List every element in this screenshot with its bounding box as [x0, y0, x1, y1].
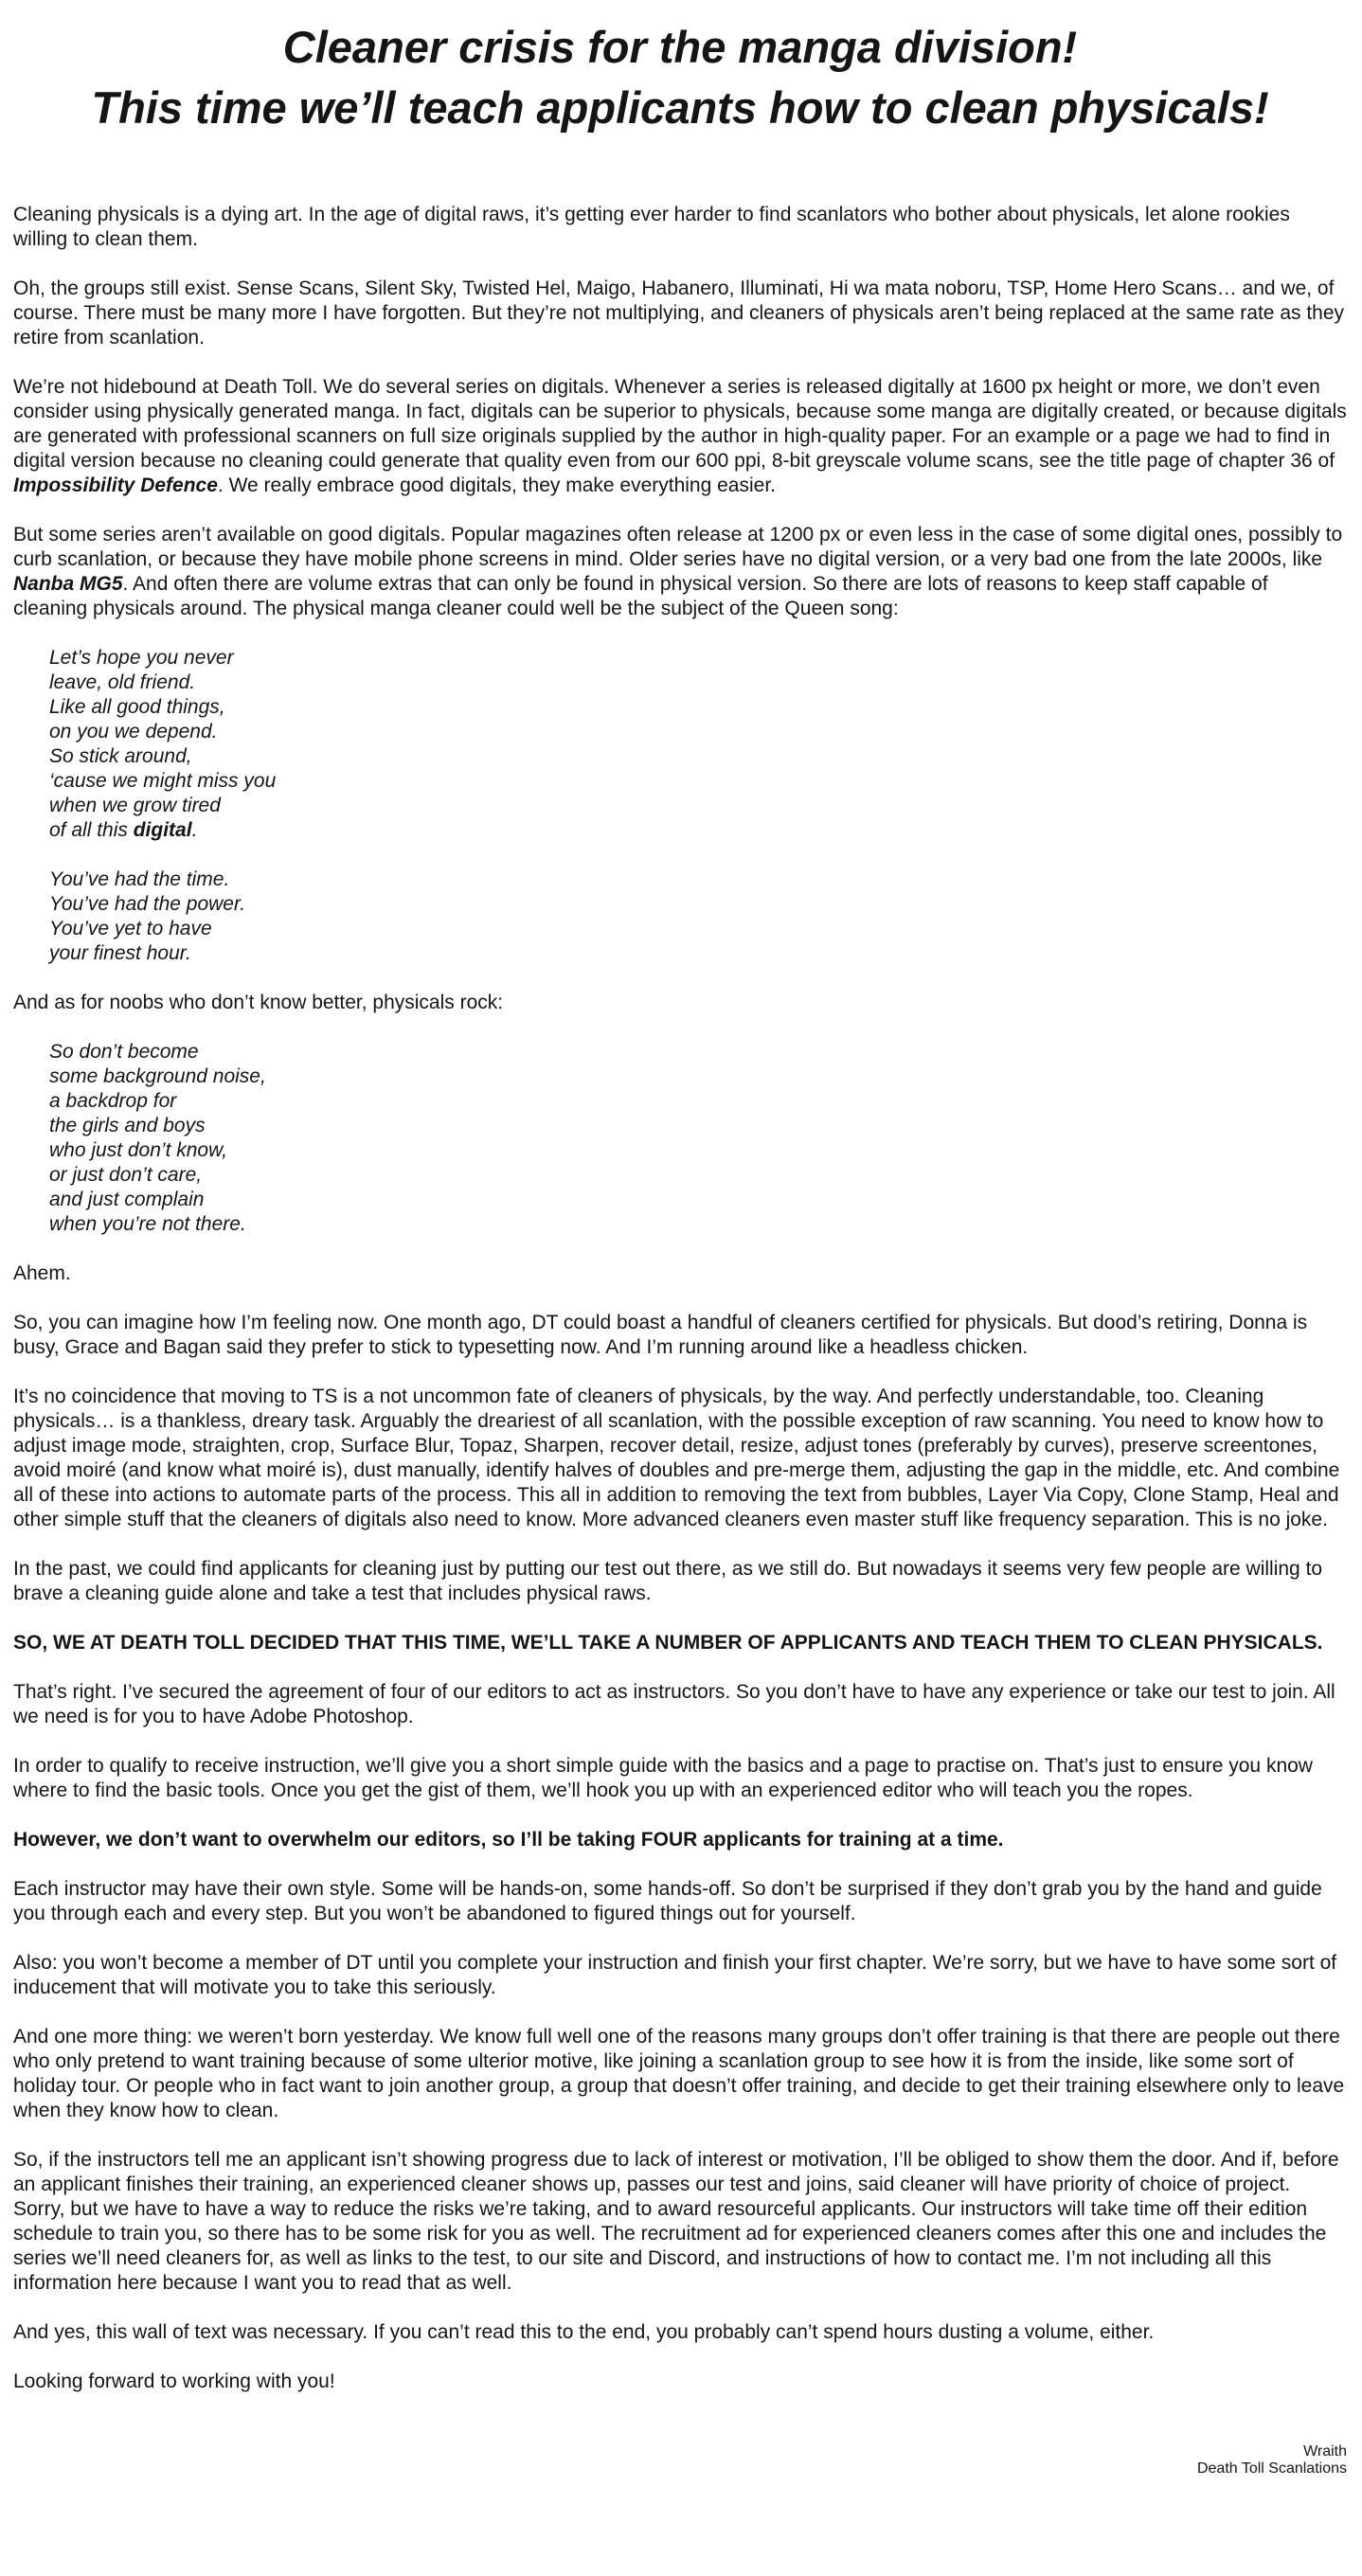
poem-line — [49, 1064, 1347, 1089]
text-segment: or just don’t care, — [49, 1164, 203, 1186]
text-segment: . We really embrace good digitals, they make everything easier. — [217, 474, 776, 496]
poem-line — [49, 1138, 1347, 1163]
paragraph — [13, 277, 1347, 350]
text-segment: And one more thing: we weren’t born yesterday. We know full well one of the reasons many groups don’t offer training is that there are people out there who only pretend to want training because of some ulterior motive, like joining a scanlation group to see how it is from the inside, like some sort of holiday tour. Or people who in fact want to join another group, a group that doesn’t offer training, and decide to get their training elsewhere only to leave when they know how to clean. — [13, 2026, 1345, 2121]
signature-block — [13, 2443, 1347, 2478]
page-title — [13, 17, 1347, 138]
paragraph — [13, 1877, 1347, 1926]
text-segment: Like all good things, — [49, 696, 225, 718]
poem-stanza — [13, 646, 1347, 843]
paragraph — [13, 1311, 1347, 1360]
paragraph — [13, 2025, 1347, 2123]
text-segment: You’ve had the time. — [49, 868, 230, 890]
paragraph — [13, 1754, 1347, 1803]
title-line-2: This time we’ll teach applicants how to clean physicals! — [91, 82, 1269, 133]
poem-line — [49, 646, 1347, 671]
text-segment: SO, WE AT DEATH TOLL DECIDED THAT THIS TIME, WE’LL TAKE A NUMBER OF APPLICANTS AND TEACH THEM TO CLEAN PHYSICALS. — [13, 1632, 1323, 1654]
poem-line — [49, 1163, 1347, 1188]
text-segment: Looking forward to working with you! — [13, 2370, 335, 2392]
text-segment: And yes, this wall of text was necessary. If you can’t read this to the end, you probably can’t spend hours dusting a volume, either. — [13, 2321, 1155, 2343]
text-segment: So, you can imagine how I’m feeling now. One month ago, DT could boast a handful of cleaners certified for physicals. But dood’s retiring, Donna is busy, Grace and Bagan said they prefer to stick to typesetting now. And I’m running around like a headless chicken. — [13, 1312, 1308, 1358]
paragraph — [13, 203, 1347, 252]
poem-line — [49, 769, 1347, 794]
text-segment: leave, old friend. — [49, 671, 196, 693]
poem-line — [49, 892, 1347, 917]
text-segment: some background noise, — [49, 1065, 266, 1087]
poem-line — [49, 1212, 1347, 1237]
text-segment: You’ve had the power. — [49, 893, 246, 915]
text-segment: Impossibility Defence — [13, 474, 218, 496]
paragraph — [13, 375, 1347, 498]
poem-line — [49, 868, 1347, 892]
poem-line — [49, 1188, 1347, 1212]
poem-line — [49, 941, 1347, 966]
paragraph — [13, 2320, 1347, 2345]
text-segment: digital — [133, 819, 192, 841]
text-segment: We’re not hidebound at Death Toll. We do several series on digitals. Whenever a series is released digitally at 1600 px height or more, we don’t even consider using physically generated manga. In fact, digitals can be superior to physicals, because some manga are digitally created, or because digitals are generated with professional scanners on full size originals supplied by the author in high-quality paper. For an example or a page we had to find in digital version because no cleaning could generate that quality even from our 600 ppi, 8-bit greyscale volume scans, see the title page of chapter 36 of — [13, 376, 1347, 472]
bold-paragraph — [13, 1828, 1347, 1852]
text-segment: the girls and boys — [49, 1115, 206, 1136]
paragraph — [13, 1261, 1347, 1286]
text-segment: . And often there are volume extras that can only be found in physical version. So there are lots of reasons to keep staff capable of cleaning physicals around. The physical manga cleaner could well be the subject of the Queen song: — [13, 573, 1268, 619]
text-segment: And as for noobs who don’t know better, physicals rock: — [13, 992, 504, 1013]
title-line-1: Cleaner crisis for the manga division! — [282, 22, 1078, 72]
poem-line — [49, 744, 1347, 769]
paragraph — [13, 1557, 1347, 1606]
text-segment: Each instructor may have their own style. Some will be hands-on, some hands-off. So don’t be surprised if they don’t grab you by the hand and guide you through each and every step. But you won’t be abandoned to figured things out for yourself. — [13, 1878, 1322, 1924]
text-segment: You’ve yet to have — [49, 918, 212, 939]
text-segment: . — [191, 819, 198, 841]
text-segment: Also: you won’t become a member of DT until you complete your instruction and finish your first chapter. We’re sorry, but we have to have some sort of inducement that will motivate you to take this seriously. — [13, 1952, 1337, 1998]
text-segment: your finest hour. — [49, 942, 191, 964]
paragraph — [13, 991, 1347, 1015]
paragraph — [13, 1385, 1347, 1532]
paragraph — [13, 2148, 1347, 2296]
poem-line — [49, 720, 1347, 744]
poem-stanza — [13, 1040, 1347, 1237]
bold-paragraph — [13, 1631, 1347, 1655]
text-segment: on you we depend. — [49, 721, 218, 742]
poem-line — [49, 818, 1347, 843]
paragraph — [13, 1951, 1347, 2000]
poem-line — [49, 671, 1347, 695]
poem-line — [49, 1114, 1347, 1138]
text-segment: Nanba MG5 — [13, 573, 123, 595]
text-segment: Cleaning physicals is a dying art. In the age of digital raws, it’s getting ever harder to find scanlators who bother about physicals, let alone rookies willing to clean them. — [13, 204, 1290, 250]
paragraph — [13, 2370, 1347, 2394]
poem-line — [49, 1040, 1347, 1064]
signature-group: Death Toll Scanlations — [1196, 2460, 1347, 2477]
text-segment: of all this — [49, 819, 134, 841]
text-segment: who just don’t know, — [49, 1139, 227, 1161]
text-segment: when you’re not there. — [49, 1213, 246, 1235]
text-segment: That’s right. I’ve secured the agreement of four of our editors to act as instructors. So you don’t have to have any experience or take our test to join. All we need is for you to have Adobe Photoshop. — [13, 1681, 1335, 1727]
text-segment: It’s no coincidence that moving to TS is a not uncommon fate of cleaners of physicals, by the way. And perfectly understandable, too. Cleaning physicals… is a thankless, dreary task. Arguably the dreariest of all scanlation, with the possible exception of raw scanning. You need to know how to adjust image mode, straighten, crop, Surface Blur, Topaz, Sharpen, recover detail, resize, adjust tones (preferably by curves), preserve screentones, avoid moiré (and know what moiré is), dust manually, identify halves of doubles and pre-merge them, adjusting the gap in the middle, etc. And combine all of these into actions to automate parts of the process. This all in addition to removing the text from bubbles, Layer Via Copy, Clone Stamp, Heal and other simple stuff that the cleaners of digitals also need to know. More advanced cleaners even master stuff like frequency separation. This is no joke. — [13, 1386, 1340, 1530]
text-segment: In the past, we could find applicants for cleaning just by putting our test out there, as we still do. But nowadays it seems very few people are willing to brave a cleaning guide alone and take a test that includes physical raws. — [13, 1558, 1323, 1604]
text-segment: In order to qualify to receive instruction, we’ll give you a short simple guide with the basics and a page to practise on. That’s just to ensure you know where to find the basic tools. Once you get the gist of them, we’ll hook you up with an experienced editor who will teach you the ropes. — [13, 1755, 1313, 1801]
paragraph — [13, 1680, 1347, 1729]
poem-line — [49, 1089, 1347, 1114]
poem-line — [49, 695, 1347, 720]
text-segment: So stick around, — [49, 745, 192, 767]
text-segment: However, we don’t want to overwhelm our editors, so I’ll be taking FOUR applicants for training at a time. — [13, 1829, 1004, 1851]
text-segment: Ahem. — [13, 1262, 71, 1284]
text-segment: a backdrop for — [49, 1090, 177, 1112]
text-segment: So, if the instructors tell me an applicant isn’t showing progress due to lack of interest or motivation, I’ll be obliged to show them the door. And if, before an applicant finishes their training, an experienced cleaner shows up, passes our test and joins, said cleaner will have priority of choice of project. Sorry, but we have to have a way to reduce the risks we’re taking, and to award resourceful applicants. Our instructors will take time off their edition schedule to train you, so there has to be some risk for you as well. The recruitment ad for experienced cleaners comes after this one and includes the series we’ll need cleaners for, as well as links to the test, to our site and Discord, and instructions of how to contact me. I’m not including all this information here because I want you to read that as well. — [13, 2149, 1339, 2294]
document-body — [13, 203, 1347, 2394]
poem-stanza — [13, 868, 1347, 966]
paragraph — [13, 523, 1347, 621]
signature-name: Wraith — [1303, 2443, 1347, 2460]
text-segment: Oh, the groups still exist. Sense Scans, Silent Sky, Twisted Hel, Maigo, Habanero, Illuminati, Hi wa mata noboru, TSP, Home Hero Scans… and we, of course. There must be many more I have forgotten. But they’re not multiplying, and cleaners of physicals aren’t being replaced at the same rate as they retire from scanlation. — [13, 277, 1345, 349]
text-segment: ‘cause we might miss you — [49, 770, 277, 792]
poem-line — [49, 794, 1347, 818]
text-segment: Let’s hope you never — [49, 647, 234, 669]
text-segment: But some series aren’t available on good digitals. Popular magazines often release at 1200 px or even less in the case of some digital ones, possibly to curb scanlation, or because they have mobile phone screens in mind. Older series have no digital version, or a very bad one from the late 2000s, like — [13, 524, 1343, 570]
text-segment: So don’t become — [49, 1041, 199, 1063]
poem-line — [49, 917, 1347, 941]
text-segment: when we grow tired — [49, 795, 221, 816]
text-segment: and just complain — [49, 1189, 205, 1210]
